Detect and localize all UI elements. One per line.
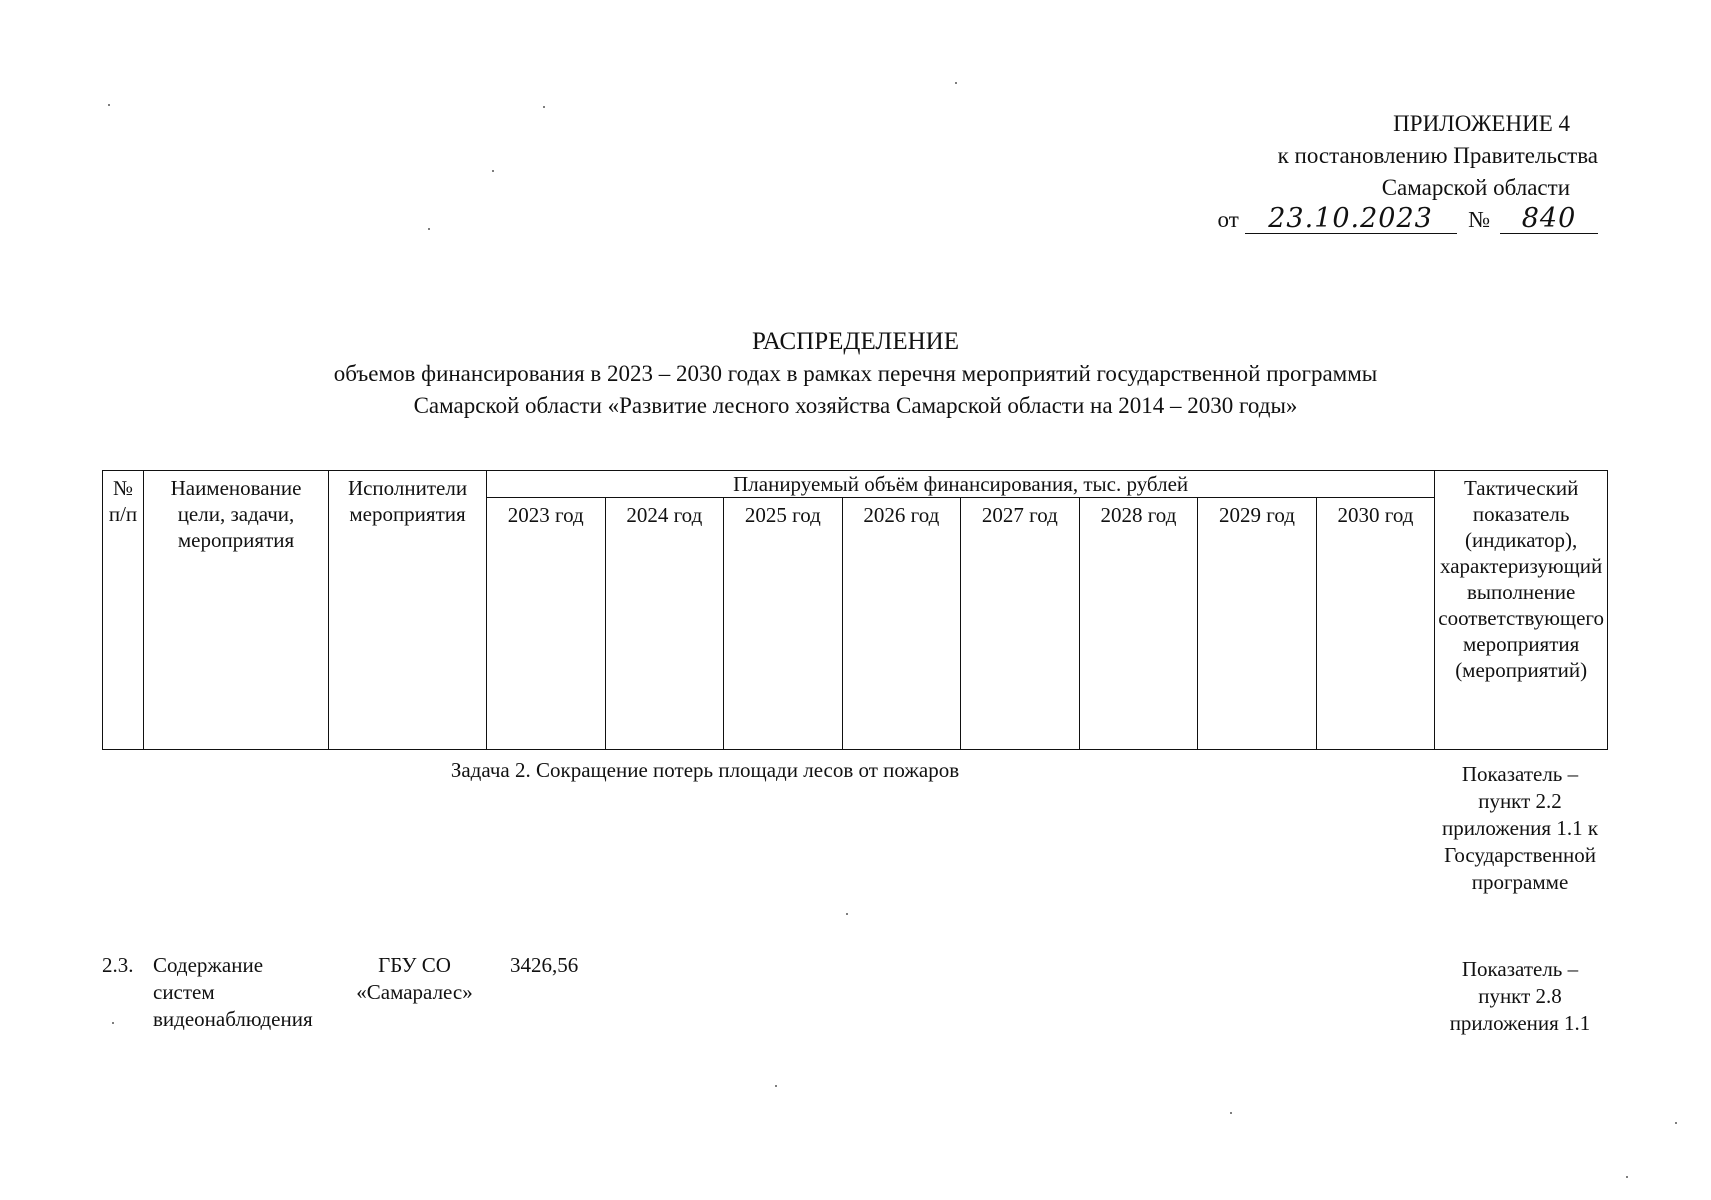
- appendix-title: ПРИЛОЖЕНИЕ 4: [1393, 111, 1570, 136]
- year-header-2026: 2026 год: [842, 498, 961, 750]
- scan-speck: [846, 913, 848, 915]
- date-number-line: [1178, 204, 1598, 236]
- year-header-2028: 2028 год: [1079, 498, 1198, 750]
- year-header-2027: 2027 год: [961, 498, 1080, 750]
- year-header-2030: 2030 год: [1316, 498, 1435, 750]
- year-header-2024: 2024 год: [605, 498, 724, 750]
- col-num-header: № п/п: [103, 471, 144, 750]
- year-header-2029: 2029 год: [1198, 498, 1317, 750]
- scan-speck: [1626, 1176, 1628, 1178]
- scan-speck: [112, 1022, 114, 1024]
- scan-speck: [775, 1085, 777, 1087]
- scan-speck: [1230, 1112, 1232, 1114]
- col-indicator-header: Тактический показатель (индикатор), характеризующий выполнение соответствующего мероприятия (мероприятий): [1435, 471, 1608, 750]
- title-line-1: объемов финансирования в 2023 – 2030 годах в рамках перечня мероприятий государственной программы: [333, 361, 1378, 386]
- item-number: 2.3.: [102, 953, 134, 977]
- scan-speck: [543, 106, 545, 108]
- appendix-header: [1178, 108, 1598, 236]
- scan-speck: [428, 228, 430, 230]
- title-main: РАСПРЕДЕЛЕНИЕ: [751, 328, 960, 355]
- col-finance-header: Планируемый объём финансирования, тыс. рублей: [487, 471, 1435, 498]
- scan-speck: [1675, 1122, 1677, 1124]
- handwritten-date: 23.10.2023: [1245, 205, 1457, 234]
- item-2023-value: 3426,56: [510, 953, 579, 977]
- scan-speck: [492, 170, 494, 172]
- date-prefix: от: [1217, 207, 1239, 232]
- item-name: Содержание систем видеонаблюдения: [153, 953, 313, 1031]
- resolution-reference: к постановлению Правительства: [1277, 143, 1598, 168]
- scan-speck: [955, 82, 957, 84]
- handwritten-number: 840: [1500, 205, 1598, 234]
- col-exec-header: Исполнители мероприятия: [329, 471, 487, 750]
- year-header-2025: 2025 год: [724, 498, 843, 750]
- year-header-2023: 2023 год: [487, 498, 606, 750]
- scan-speck: [108, 104, 110, 106]
- document-title: [0, 326, 1711, 422]
- col-name-header: Наименование цели, задачи, мероприятия: [144, 471, 329, 750]
- number-sign: №: [1468, 207, 1491, 232]
- title-line-2: Самарской области «Развитие лесного хозяйства Самарской области на 2014 – 2030 годы»: [413, 393, 1298, 418]
- region-name: Самарской области: [1381, 175, 1570, 200]
- task-label: Задача 2. Сокращение потерь площади лесов от пожаров: [450, 758, 960, 782]
- task-indicator: Показатель – пункт 2.2 приложения 1.1 к Государственной программе: [1441, 762, 1599, 894]
- item-executor: ГБУ СО «Самаралес»: [356, 953, 473, 1004]
- header-table: [102, 470, 1608, 750]
- item-indicator: Показатель – пункт 2.8 приложения 1.1: [1449, 957, 1591, 1035]
